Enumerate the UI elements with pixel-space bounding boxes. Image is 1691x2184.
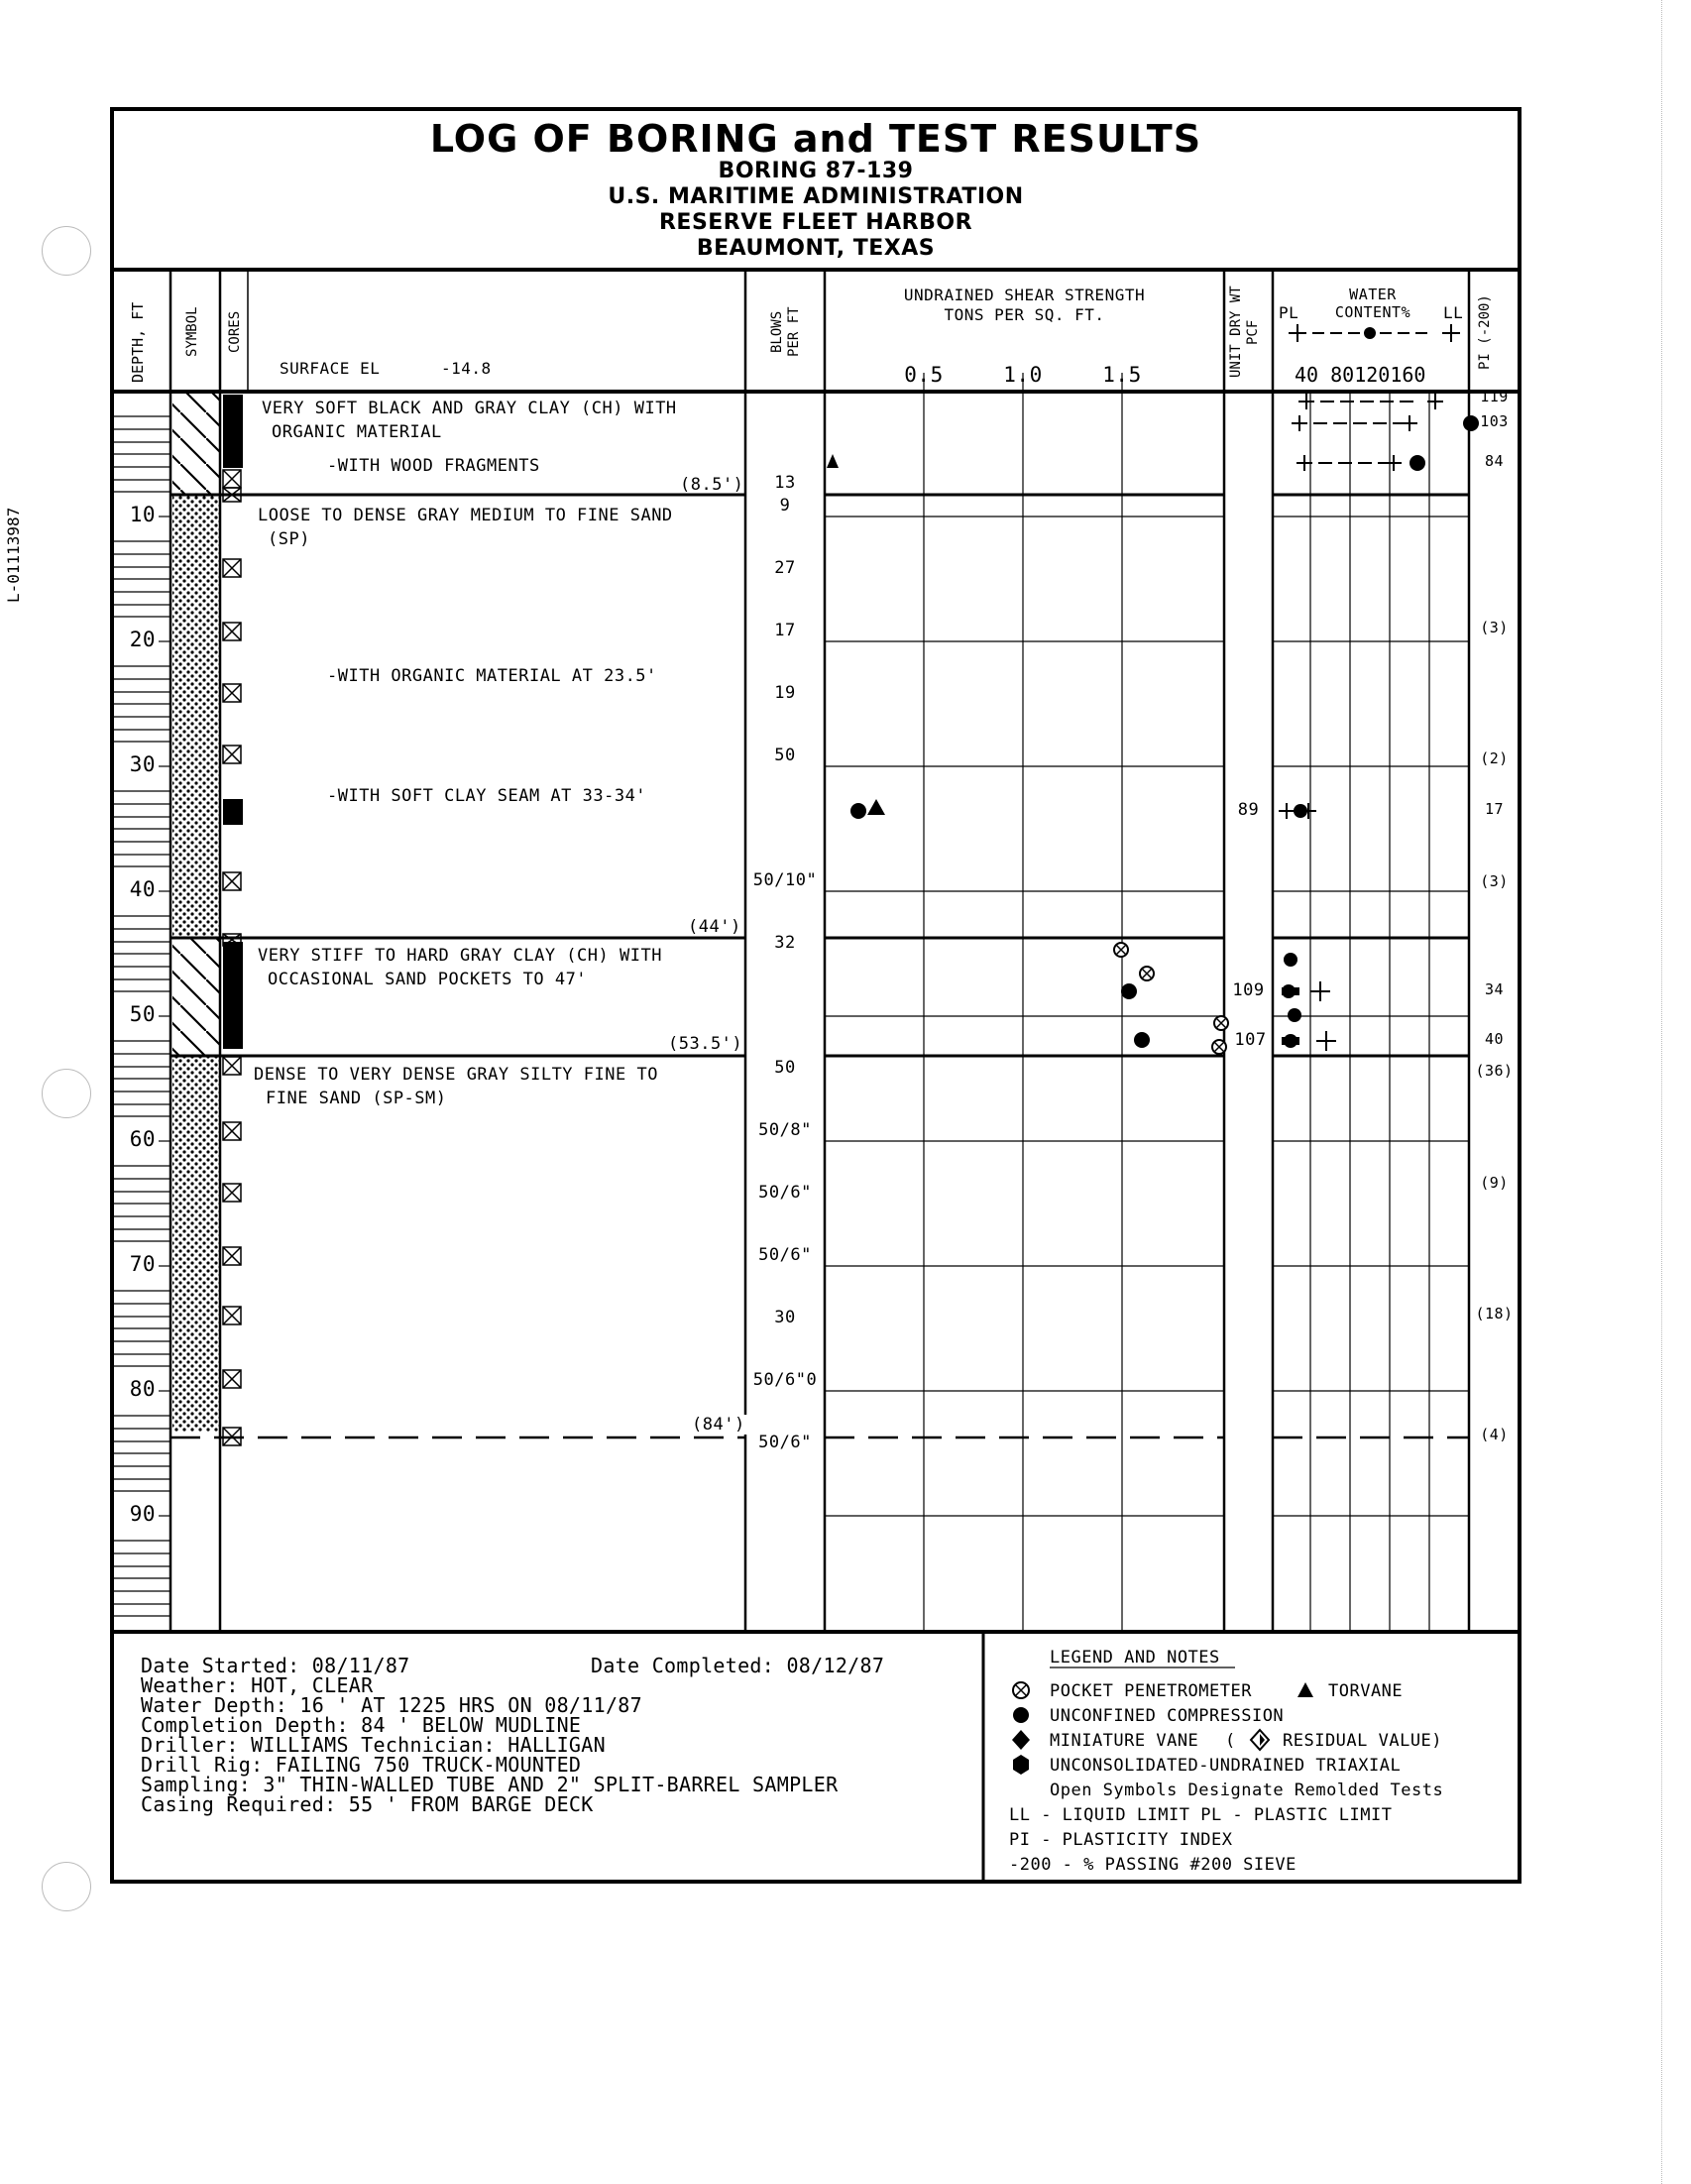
blows-value: 50/6"	[758, 1183, 812, 1203]
legend-miniature-vane: MINIATURE VANE	[1050, 1731, 1199, 1751]
blows-value: 17	[774, 621, 796, 640]
blows-value: 19	[774, 683, 796, 703]
depth-label-10: 10	[129, 503, 156, 526]
pi-value: 17	[1484, 800, 1505, 818]
stratum-1-note: -WITH WOOD FRAGMENTS	[327, 456, 540, 476]
plastic-limit-header: PL	[1279, 303, 1299, 322]
blows-value: 32	[774, 933, 796, 953]
legend-pocket-penetrometer: POCKET PENETROMETER	[1050, 1681, 1252, 1701]
stratum-4-description-cont: FINE SAND (SP-SM)	[266, 1089, 447, 1108]
depth-label-50: 50	[129, 1002, 156, 1026]
scan-edge	[1661, 0, 1663, 2184]
stratum-3-bottom-depth: (53.5')	[668, 1034, 743, 1054]
pi-value: (3)	[1480, 619, 1509, 636]
shear-strength-title: UNDRAINED SHEAR STRENGTH	[903, 286, 1146, 304]
stratum-4-bottom-depth: (84')	[692, 1415, 745, 1435]
pi-value: (4)	[1480, 1426, 1509, 1443]
pi-value: (2)	[1480, 749, 1509, 767]
unit-dry-weight-value: 89	[1237, 800, 1260, 820]
pi-value: 84	[1484, 452, 1505, 470]
pi-value: 34	[1484, 980, 1505, 998]
legend-residual-value: RESIDUAL VALUE)	[1283, 1731, 1443, 1751]
legend-uu-triaxial: UNCONSOLIDATED-UNDRAINED TRIAXIAL	[1050, 1756, 1402, 1776]
water-content-ticks: 40 80120160	[1295, 363, 1426, 387]
report-title: LOG OF BORING and TEST RESULTS	[429, 117, 1202, 161]
shear-tick-0-5: 0.5	[904, 363, 944, 387]
completion-depth: Completion Depth: 84 ' BELOW MUDLINE	[141, 1713, 582, 1737]
driller: Driller: WILLIAMS Technician: HALLIGAN	[141, 1733, 606, 1757]
unit-dry-weight-value: 107	[1234, 1030, 1267, 1050]
pi-column-header: PI (-200)	[1477, 294, 1493, 370]
legend-title: LEGEND AND NOTES	[1050, 1648, 1220, 1667]
torvane-point	[867, 799, 885, 815]
depth-label-90: 90	[129, 1502, 156, 1526]
legend-residual-prefix: (	[1225, 1731, 1236, 1751]
site-location: BEAUMONT, TEXAS	[696, 236, 936, 261]
pi-value: (18)	[1475, 1305, 1514, 1322]
drill-rig: Drill Rig: FAILING 750 TRUCK-MOUNTED	[141, 1753, 582, 1777]
depth-label-60: 60	[129, 1127, 156, 1151]
blows-value: 30	[774, 1308, 796, 1327]
liquid-limit-header: LL	[1443, 303, 1464, 322]
depth-label-40: 40	[129, 877, 156, 901]
water-depth: Water Depth: 16 ' AT 1225 HRS ON 08/11/87	[141, 1693, 642, 1717]
unconfined-point	[850, 803, 866, 819]
blows-value: 13	[774, 473, 796, 493]
unit-dry-weight-header: UNIT DRY WT PCF	[1228, 286, 1261, 379]
sampling: Sampling: 3" THIN-WALLED TUBE AND 2" SPLIT-BARREL SAMPLER	[141, 1773, 839, 1796]
depth-label-80: 80	[129, 1377, 156, 1401]
unconfined-point	[1134, 1032, 1150, 1048]
surface-elevation-label: SURFACE EL	[280, 359, 381, 378]
legend-open-symbols: Open Symbols Designate Remolded Tests	[1050, 1781, 1444, 1800]
blows-value: 50/6"	[758, 1433, 812, 1452]
legend-torvane: TORVANE	[1328, 1681, 1404, 1701]
boring-number: BORING 87-139	[718, 159, 914, 183]
blows-value: 50	[774, 1058, 796, 1078]
water-content-subtitle: CONTENT%	[1334, 303, 1411, 321]
pi-value: 103	[1480, 412, 1509, 430]
depth-column-header: DEPTH, FT	[129, 301, 147, 383]
stratum-2-note-2: -WITH SOFT CLAY SEAM AT 33-34'	[327, 786, 647, 806]
stratum-1-bottom-depth: (8.5')	[680, 475, 744, 495]
stratum-1-description: VERY SOFT BLACK AND GRAY CLAY (CH) WITH	[262, 399, 677, 418]
stratum-2-description: LOOSE TO DENSE GRAY MEDIUM TO FINE SAND	[258, 506, 673, 525]
site-name: RESERVE FLEET HARBOR	[658, 210, 973, 235]
blows-value: 9	[779, 496, 791, 516]
legend-sieve: -200 - % PASSING #200 SIEVE	[1009, 1855, 1296, 1875]
depth-label-20: 20	[129, 628, 156, 651]
blows-value: 50/6"	[758, 1245, 812, 1265]
symbol-column-header: SYMBOL	[184, 306, 200, 358]
unit-dry-weight-value: 109	[1232, 980, 1265, 1000]
stratum-2-bottom-depth: (44')	[688, 917, 741, 937]
document-id: L-01113987	[4, 507, 23, 604]
depth-label-70: 70	[129, 1252, 156, 1276]
cores-column-header: CORES	[227, 310, 243, 354]
client-name: U.S. MARITIME ADMINISTRATION	[608, 184, 1024, 209]
shear-tick-1-0: 1.0	[1003, 363, 1043, 387]
depth-label-30: 30	[129, 752, 156, 776]
pi-value: (9)	[1480, 1174, 1509, 1192]
pi-value: (3)	[1480, 872, 1509, 890]
unconfined-point	[1121, 983, 1137, 999]
stratum-3-description: VERY STIFF TO HARD GRAY CLAY (CH) WITH	[258, 946, 662, 966]
shear-strength-units: TONS PER SQ. FT.	[944, 305, 1105, 324]
stratum-4-description: DENSE TO VERY DENSE GRAY SILTY FINE TO	[254, 1065, 658, 1085]
weather: Weather: HOT, CLEAR	[141, 1673, 374, 1697]
date-completed: Date Completed: 08/12/87	[591, 1654, 885, 1677]
stratum-2-description-cont: (SP)	[268, 529, 310, 549]
blows-value: 27	[774, 558, 796, 578]
casing-required: Casing Required: 55 ' FROM BARGE DECK	[141, 1792, 594, 1816]
blows-column-header: BLOWS PER FT	[769, 306, 802, 358]
blows-value: 50/6"0	[752, 1370, 818, 1390]
blows-value: 50/10"	[752, 870, 818, 890]
pi-value: 40	[1484, 1030, 1505, 1048]
legend-plasticity-index: PI - PLASTICITY INDEX	[1009, 1830, 1233, 1850]
blows-value: 50	[774, 746, 796, 765]
legend-unconfined-compression: UNCONFINED COMPRESSION	[1050, 1706, 1285, 1726]
torvane-point	[827, 454, 839, 468]
blows-value: 50/8"	[758, 1120, 812, 1140]
shear-tick-1-5: 1.5	[1102, 363, 1142, 387]
water-content-title: WATER	[1349, 286, 1397, 303]
pi-value: (36)	[1475, 1062, 1514, 1080]
pi-value: 119	[1480, 388, 1509, 405]
date-started: Date Started: 08/11/87	[141, 1654, 410, 1677]
stratum-3-description-cont: OCCASIONAL SAND POCKETS TO 47'	[268, 970, 588, 989]
stratum-1-description-cont: ORGANIC MATERIAL	[272, 422, 442, 442]
surface-elevation-value: -14.8	[441, 359, 492, 378]
legend-limits: LL - LIQUID LIMIT PL - PLASTIC LIMIT	[1009, 1805, 1393, 1825]
stratum-2-note: -WITH ORGANIC MATERIAL AT 23.5'	[327, 666, 657, 686]
